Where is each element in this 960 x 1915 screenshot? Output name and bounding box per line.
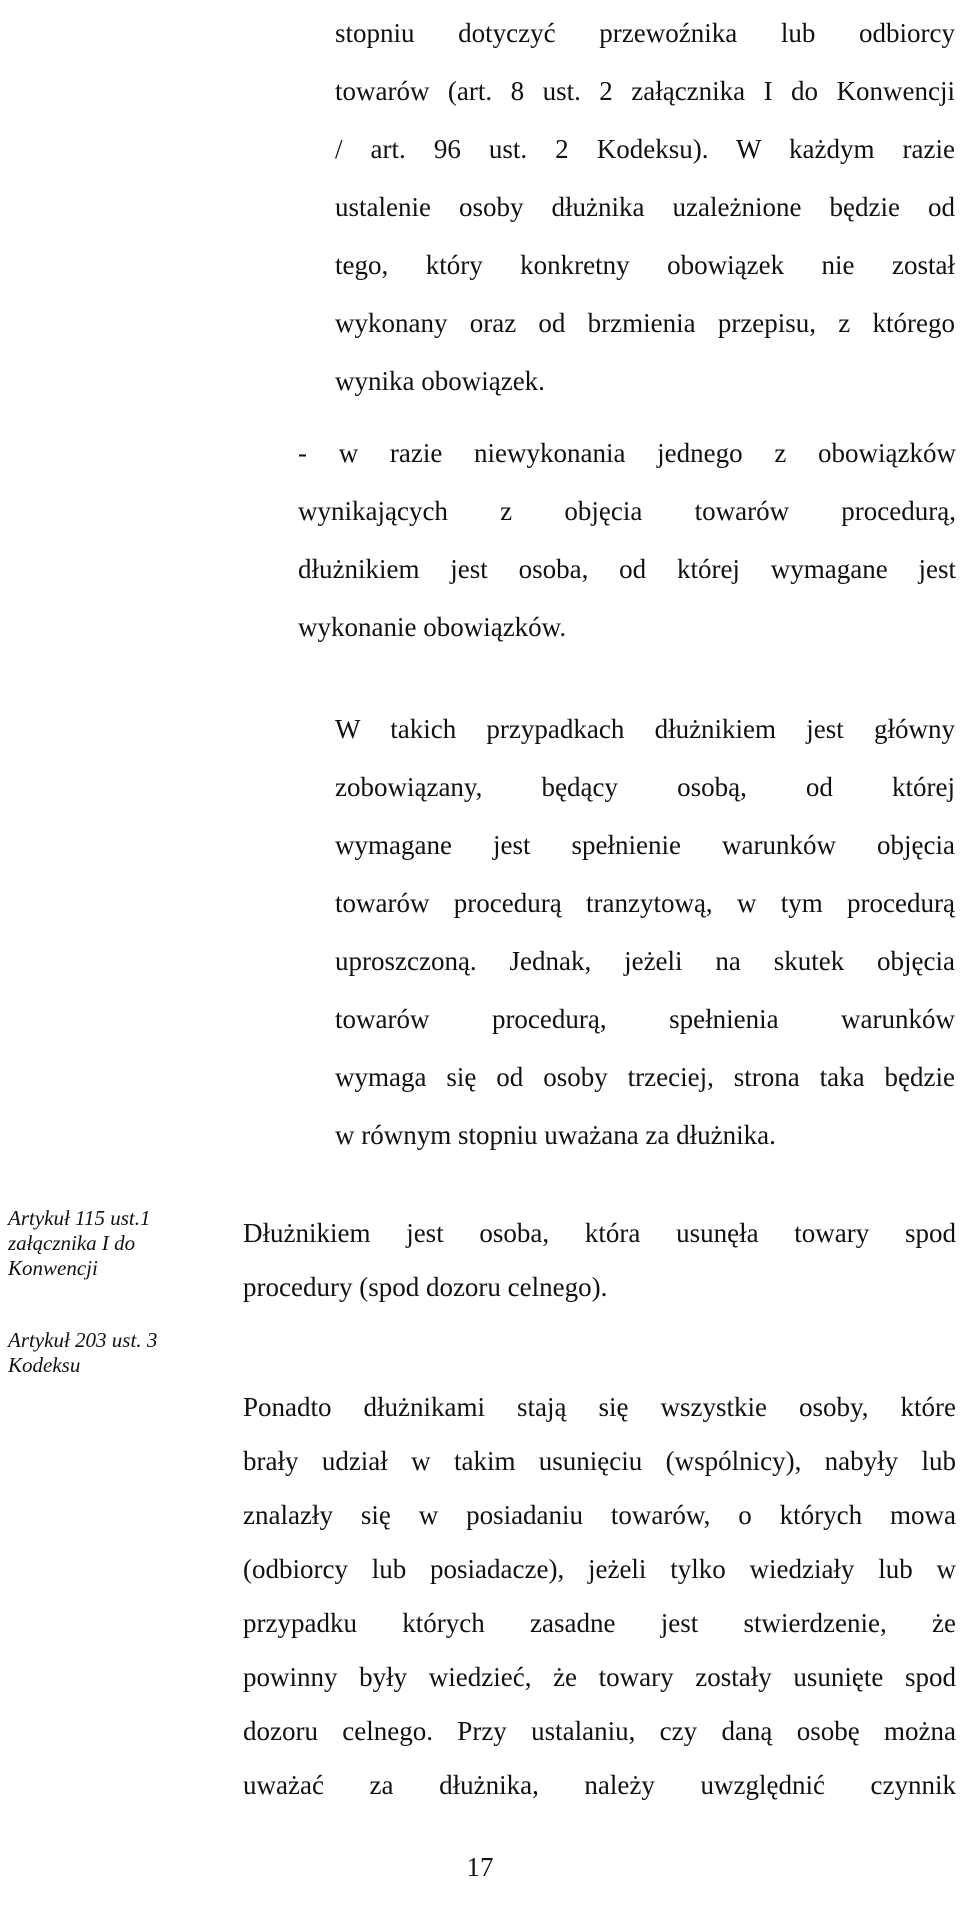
paragraph-2: [298, 424, 956, 656]
text-line: procedury (spod dozoru celnego).: [243, 1272, 608, 1302]
text-line: w równym stopniu uważana za dłużnika.: [335, 1120, 776, 1150]
text-line: towarów procedurą tranzytową, w tym procedurą: [335, 888, 955, 918]
text-line: powinny były wiedzieć, że towary zostały usunięte spod: [243, 1662, 956, 1692]
text-line: ustalenie osoby dłużnika uzależnione będzie od: [335, 192, 955, 222]
side-note-line: Kodeksu: [8, 1353, 81, 1377]
text-line: - w razie niewykonania jednego z obowiązków: [298, 438, 956, 468]
text-line: dłużnikiem jest osoba, od której wymagane jest: [298, 554, 956, 584]
side-note-line: załącznika I do: [8, 1231, 136, 1255]
text-line: wynika obowiązek.: [335, 366, 545, 396]
text-line: dozoru celnego. Przy ustalaniu, czy daną osobę można: [243, 1716, 956, 1746]
text-line: brały udział w takim usunięciu (wspólnicy), nabyły lub: [243, 1446, 956, 1476]
text-line: zobowiązany, będący osobą, od której: [335, 772, 955, 802]
text-line: Ponadto dłużnikami stają się wszystkie osoby, które: [243, 1392, 956, 1422]
text-line: tego, który konkretny obowiązek nie został: [335, 250, 955, 280]
side-note-line: Artykuł 203 ust. 3: [8, 1328, 158, 1352]
text-line: wykonany oraz od brzmienia przepisu, z którego: [335, 308, 955, 338]
side-note-2: [8, 1328, 157, 1378]
text-line: przypadku których zasadne jest stwierdzenie, że: [243, 1608, 956, 1638]
text-line: wynikających z objęcia towarów procedurą,: [298, 496, 956, 526]
paragraph-3: [335, 700, 955, 1164]
text-line: wykonanie obowiązków.: [298, 612, 567, 642]
text-line: Dłużnikiem jest osoba, która usunęła towary spod: [243, 1218, 956, 1248]
text-line: / art. 96 ust. 2 Kodeksu). W każdym razie: [335, 134, 955, 164]
side-note-1: [8, 1206, 151, 1281]
text-line: (odbiorcy lub posiadacze), jeżeli tylko wiedziały lub w: [243, 1554, 956, 1584]
text-line: W takich przypadkach dłużnikiem jest główny: [335, 714, 955, 744]
text-line: wymaga się od osoby trzeciej, strona taka będzie: [335, 1062, 955, 1092]
text-line: wymagane jest spełnienie warunków objęcia: [335, 830, 955, 860]
text-line: stopniu dotyczyć przewoźnika lub odbiorcy: [335, 18, 955, 48]
paragraph-1: [335, 4, 955, 410]
text-line: towarów (art. 8 ust. 2 załącznika I do Konwencji: [335, 76, 955, 106]
text-line: uproszczoną. Jednak, jeżeli na skutek objęcia: [335, 946, 955, 976]
text-line: uważać za dłużnika, należy uwzględnić czynnik: [243, 1770, 956, 1800]
paragraph-5: [243, 1380, 956, 1812]
side-note-line: Konwencji: [8, 1256, 98, 1280]
paragraph-4: [243, 1206, 956, 1314]
text-line: znalazły się w posiadaniu towarów, o których mowa: [243, 1500, 956, 1530]
side-note-line: Artykuł 115 ust.1: [8, 1206, 151, 1230]
page-number: 17: [466, 1852, 494, 1882]
text-line: towarów procedurą, spełnienia warunków: [335, 1004, 955, 1034]
